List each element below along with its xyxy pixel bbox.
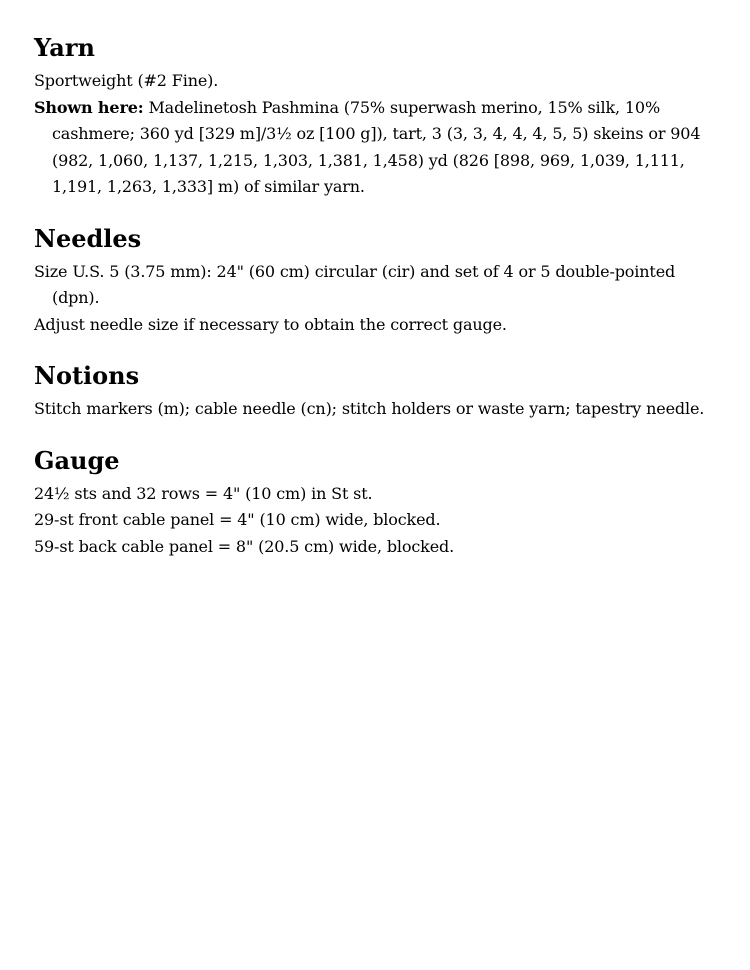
yarn-heading: Yarn (34, 33, 95, 62)
needles-section (34, 221, 714, 339)
needle-adjust-note: Adjust needle size if necessary to obtain the correct gauge. (34, 314, 507, 334)
yarn-section (34, 30, 714, 201)
shown-here-label: Shown here: (34, 97, 144, 117)
shown-here-text: Madelinetosh Pashmina (75% superwash merino, 15% silk, 10% cashmere; 360 yd [329 m]/3½ oz [100 g]), tart, 3 (3, 3, 4, 4, 4, 5, 5) skeins or 904 (982, 1,060, 1,137, 1,215, 1,303, 1,381, 1,458) yd (826 [898, 969, 1,039, 1,111, 1,191, 1,263, 1,333] m) of similar yarn. (52, 97, 701, 196)
yarn-weight: Sportweight (#2 Fine). (34, 71, 219, 90)
gauge-heading: Gauge (34, 445, 120, 475)
gauge-line: 59-st back cable panel = 8" (20.5 cm) wide, blocked. (34, 536, 455, 556)
gauge-section (34, 443, 714, 561)
needle-size: Size U.S. 5 (3.75 mm): 24" (60 cm) circular (cir) and set of 4 or 5 double-pointed (dpn). (34, 261, 676, 307)
gauge-line: 29-st front cable panel = 4" (10 cm) wide, blocked. (34, 510, 441, 529)
gauge-line: 24½ sts and 32 rows = 4" (10 cm) in St st. (34, 483, 373, 503)
needles-heading: Needles (34, 223, 142, 253)
pattern-materials-page (34, 30, 714, 560)
notions-text: Stitch markers (m); cable needle (cn); stitch holders or waste yarn; tapestry needle. (34, 399, 705, 418)
notions-heading: Notions (34, 361, 140, 390)
notions-section (34, 358, 714, 423)
yarn-shown-here (34, 95, 714, 201)
